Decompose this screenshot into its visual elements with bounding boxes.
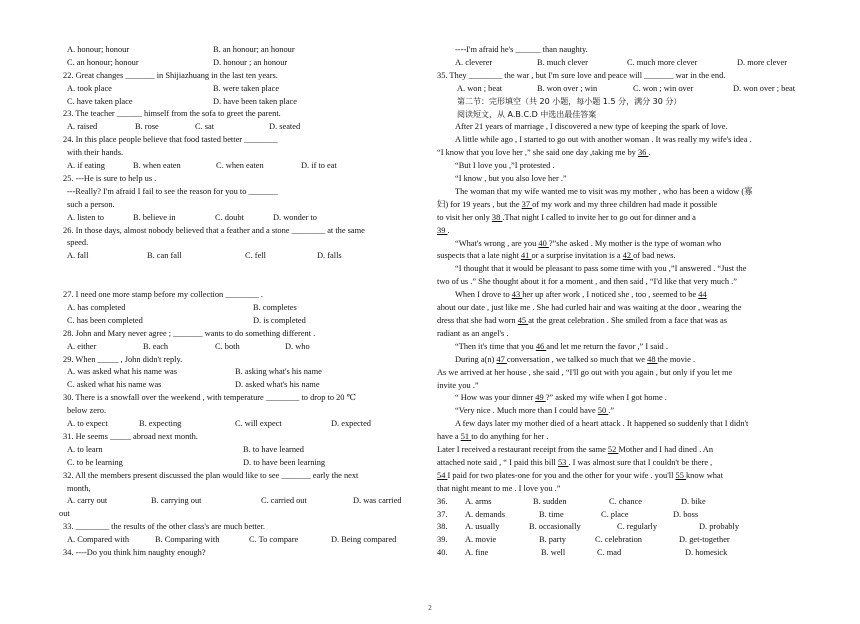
question-23: 23. The teacher ______ himself from the sofa to greet the parent. [63, 109, 281, 119]
passage-line: The woman that my wife wanted me to visit was my mother , who has been a widow (寡 [455, 186, 753, 196]
q29-options-ab: A. was asked what his name was B. asking what's his name [67, 367, 322, 377]
blank-36: 36 [637, 148, 649, 158]
q37-options: 37. A. demands B. time C. place D. boss [437, 509, 699, 519]
passage-line: to visit her only 38 .That night I called to invite her to go out for dinner and a [437, 212, 696, 222]
passage-line: After 21 years of marriage , I discovered a new type of keeping the spark of love. [455, 122, 728, 132]
question-32: 32. All the members present discussed the plan would like to see _______ early the next [63, 470, 359, 480]
blank-52: 52 [607, 445, 619, 455]
question-22: 22. Great changes _______ in Shijiazhuang in the last ten years. [63, 70, 278, 80]
question-32-cont: month, [67, 483, 91, 493]
q21-options-cd: C. an honour; honour D. honour ; an honour [67, 57, 288, 67]
passage-line: “What's wrong , are you 40 ?”she asked . My mother is the type of woman who [455, 238, 722, 248]
q33-options: A. Compared with B. Comparing with C. To compare D. Being compared [67, 535, 397, 545]
passage-line: about our date , just like me . She had curled hair and was waiting at the door , wearing the [437, 303, 742, 313]
section-2-heading: 第二节：完形填空（共 20 小题，每小题 1.5 分，满分 30 分） [457, 96, 682, 106]
q28-options: A. either B. each C. both D. who [67, 341, 310, 351]
question-29: 29. When _____ , John didn't reply. [63, 354, 183, 364]
passage-line: “Very nice . Much more than I could have 50 .” [455, 406, 615, 416]
q27-options-cd: C. has been completed D. is completed [67, 315, 306, 325]
blank-48: 48 [647, 354, 658, 364]
q32-options: A. carry out B. carrying out C. carried out D. was carried [67, 496, 402, 506]
question-33: 33. ________ the results of the other class's are much better. [63, 522, 265, 532]
spacer [63, 276, 423, 289]
blank-46: 46 [535, 341, 547, 351]
q22-options-cd: C. have taken place D. have been taken place [67, 96, 297, 106]
question-28: 28. John and Mary never agree ; _______ wants to do something different . [63, 328, 316, 338]
passage-line: two of us .” She thought about it for a moment , and then said , “I'd like that very much .” [437, 277, 737, 287]
q30-options: A. to expect B. expecting C. will expect D. expected [67, 419, 371, 429]
passage-line: “I know that you love her ,” she said one day ,taking me by 36 . [437, 148, 651, 158]
blank-37: 37 [521, 199, 533, 209]
passage-line: When I drove to 43 her up after work , I noticed she , too , seemed to be 44 [455, 290, 707, 300]
q21-options-ab: A. honour; honour B. an honour; an honour [67, 45, 295, 54]
blank-53: 53 [557, 457, 569, 467]
question-27: 27. I need one more stamp before my collection ________ . [63, 290, 264, 300]
passage-line: As we arrived at her house , she said , “I'll go out with you again , but only if you let me [437, 367, 733, 377]
blank-41: 41 [520, 251, 532, 261]
passage-line: 54 I paid for two plates-one for you and the other for your wife . you'll 55 know what [437, 470, 723, 480]
question-24-cont: with their hands. [67, 148, 124, 158]
passage-line: “I know , but you also love her .” [455, 174, 567, 184]
q29-options-cd: C. asked what his name was D. asked what's his name [67, 380, 320, 390]
question-26: 26. In those days, almost nobody believed that a feather and a stone ________ at the same [63, 225, 365, 235]
q34-options: A. cleverer B. much clever C. much more clever D. more clever [455, 57, 787, 67]
question-25-reply: ---Really? I'm afraid I fail to see the reason for you to _______ [67, 186, 278, 196]
passage-line: have a 51 to do anything for her . [437, 432, 549, 442]
blank-50: 50 [597, 406, 609, 416]
q31-options-ab: A. to learn B. to have learned [67, 444, 304, 454]
q27-options-ab: A. has completed B. completes [67, 302, 297, 312]
q24-options: A. if eating B. when eaten C. when eaten D. if to eat [67, 161, 337, 171]
blank-55: 55 [675, 470, 686, 480]
blank-45: 45 [517, 316, 529, 325]
passage-line: A few days later my mother died of a heart attack . It happened so suddenly that I didn't [455, 419, 749, 429]
question-25: 25. ---He is sure to help us . [63, 173, 157, 183]
blank-44: 44 [698, 290, 707, 300]
question-34: 34. ----Do you think him naughty enough? [63, 548, 206, 558]
passage-line: “I thought that it would be pleasant to pass some time with you ,”I answered . “Just the [455, 264, 747, 274]
blank-42: 42 [622, 251, 634, 261]
question-25-cont: such a person. [67, 199, 115, 209]
question-26-cont: speed. [67, 238, 89, 248]
blank-47: 47 [496, 354, 507, 364]
blank-39: 39 [437, 225, 448, 235]
blank-54: 54 [437, 470, 448, 480]
right-column [437, 44, 817, 560]
passage-line: During a(n) 47 conversation , we talked so much that we 48 the movie . [455, 354, 696, 364]
passage-line: 39 . [437, 225, 450, 235]
passage-line: invite you .” [437, 380, 479, 390]
q36-options: 36. A. arms B. sudden C. chance D. bike [437, 496, 706, 506]
q25-options: A. listen to B. believe in C. doubt D. wonder to [67, 212, 317, 222]
question-34-reply: ----I'm afraid he's ______ than naughty. [455, 45, 588, 54]
q40-options: 40. A. fine B. well C. mad D. homesick [437, 548, 728, 558]
passage-line: attached note said , “ I paid this bill 53 . I was almost sure that I couldn't be there , [437, 457, 713, 467]
q31-options-cd: C. to be learning D. to have been learning [67, 457, 326, 467]
question-35: 35. They ________ the war , but I'm sure love and peace will _______ war in the end. [437, 70, 726, 80]
q35-options: A. won ; beat B. won over ; win C. won ; win over D. won over ; beat [457, 83, 796, 93]
q39-options: 39. A. movie B. party C. celebration D. get-together [437, 535, 730, 545]
q26-options: A. fall B. can fall C. fell D. falls [67, 251, 342, 261]
passage-line: A little while ago , I started to go out with another woman . It was really my wife's idea . [455, 135, 752, 145]
blank-40: 40 [538, 238, 549, 248]
question-24: 24. In this place people believe that food tasted better ________ [63, 135, 278, 145]
question-30: 30. There is a snowfall over the weekend , with temperature ________ to drop to 20 ℃ [63, 393, 356, 403]
question-30-cont: below zero. [67, 406, 107, 416]
q23-options: A. raised B. rose C. sat D. seated [67, 122, 301, 132]
question-31: 31. He seems _____ abroad next month. [63, 431, 198, 441]
passage-line: “ How was your dinner 49 ?” asked my wife when I got home . [455, 393, 667, 403]
question-32-opt-cont: out [59, 509, 70, 519]
section-2-instruction: 阅读短文，从 A.B.C.D 中选出最佳答案 [457, 109, 597, 119]
passage-line: dress that she had worn 45 at the great celebration . She smiled from a face that was as [437, 316, 728, 325]
blank-49: 49 [535, 393, 546, 403]
blank-38: 38 [491, 212, 503, 222]
page-number: 2 [428, 604, 432, 612]
passage-line: radiant as an angel's . [437, 328, 509, 338]
passage-line: Later I received a restaurant receipt from the same 52 Mother and I had dined . An [437, 445, 714, 455]
q22-options-ab: A. took place B. were taken place [67, 83, 280, 93]
passage-line: “But I love you ,”I protested . [455, 161, 555, 171]
passage-line: that night meant to me . I love you .” [437, 483, 561, 493]
left-column [59, 44, 423, 560]
passage-line: 妇) for 19 years , but the 37 of my work and my three children had made it possible [437, 199, 718, 209]
q38-options: 38. A. usually B. occasionally C. regularly D. probably [437, 522, 740, 532]
blank-51: 51 [460, 432, 472, 442]
passage-line: “Then it's time that you 46 and let me return the favor ,” I said . [455, 341, 668, 351]
spacer [63, 263, 423, 276]
passage-line: suspects that a late night 41 or a surprise invitation is a 42 of bad news. [437, 251, 676, 261]
blank-43: 43 [511, 290, 523, 300]
